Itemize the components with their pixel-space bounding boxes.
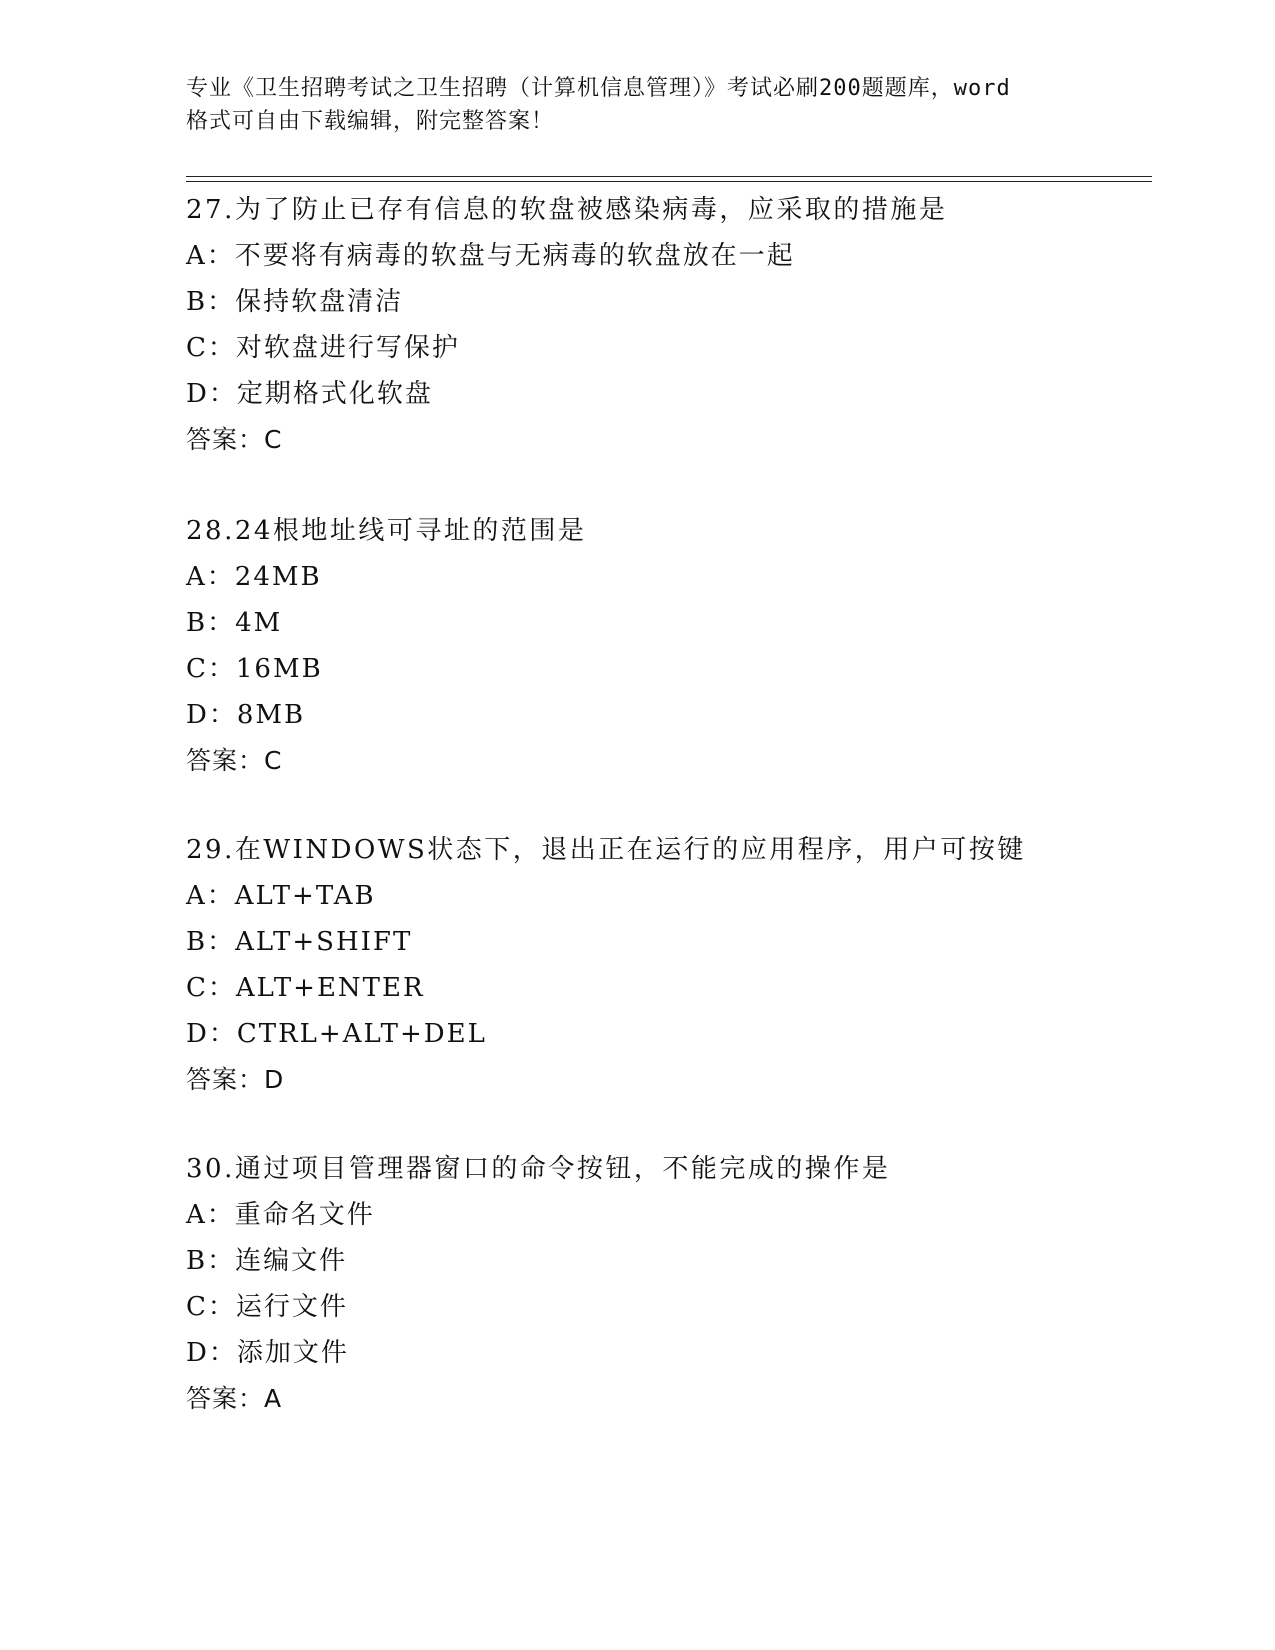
answer-line: 答案：C: [186, 425, 283, 454]
option-a: A：ALT+TAB: [186, 881, 376, 911]
question-title: 28.24根地址线可寻址的范围是: [186, 516, 587, 546]
option-d: D：添加文件: [186, 1338, 349, 1368]
option-b: B：4M: [186, 608, 283, 638]
answer-line: 答案：D: [186, 1065, 285, 1094]
document-header: [186, 72, 1086, 138]
header-divider-bottom: [186, 181, 1152, 182]
option-b: B：ALT+SHIFT: [186, 927, 413, 957]
question-block: [186, 827, 1146, 1103]
option-c: C：ALT+ENTER: [186, 973, 425, 1003]
option-b: B：连编文件: [186, 1246, 348, 1276]
question-block: [186, 187, 1146, 463]
option-a: A：重命名文件: [186, 1200, 375, 1230]
option-a: A：24MB: [186, 562, 322, 592]
option-b: B：保持软盘清洁: [186, 287, 404, 317]
header-line-2: 格式可自由下载编辑，附完整答案！: [186, 109, 555, 134]
question-block: [186, 1146, 1146, 1422]
header-line-1: 专业《卫生招聘考试之卫生招聘（计算机信息管理）》考试必刷200题题库，word: [186, 76, 1011, 101]
option-d: D：定期格式化软盘: [186, 379, 433, 409]
header-divider-top: [186, 176, 1152, 177]
answer-line: 答案：C: [186, 746, 283, 775]
option-c: C：16MB: [186, 654, 323, 684]
option-c: C：运行文件: [186, 1292, 348, 1322]
question-title: 27.为了防止已存有信息的软盘被感染病毒，应采取的措施是: [186, 195, 948, 225]
option-a: A：不要将有病毒的软盘与无病毒的软盘放在一起: [186, 241, 795, 271]
question-block: [186, 508, 1146, 784]
option-d: D：CTRL+ALT+DEL: [186, 1019, 487, 1049]
question-title: 30.通过项目管理器窗口的命令按钮，不能完成的操作是: [186, 1154, 891, 1184]
answer-line: 答案：A: [186, 1384, 283, 1413]
option-c: C：对软盘进行写保护: [186, 333, 460, 363]
option-d: D：8MB: [186, 700, 306, 730]
question-title: 29.在WINDOWS状态下，退出正在运行的应用程序，用户可按键: [186, 835, 1026, 865]
